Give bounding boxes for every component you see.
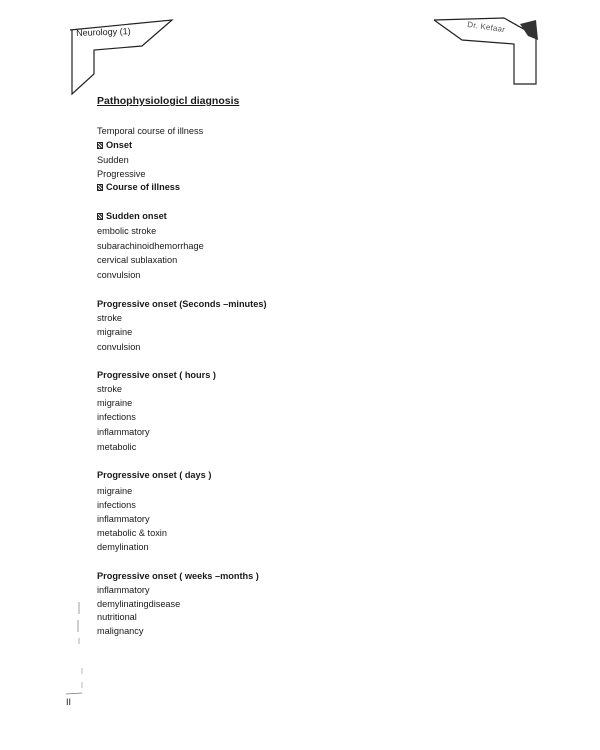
list-item: embolic stroke: [97, 226, 157, 236]
list-item: Progressive: [97, 169, 146, 179]
section-heading: Sudden onset: [97, 211, 167, 221]
section-heading: Progressive onset ( days ): [97, 470, 212, 480]
list-item: demylinatingdisease: [97, 599, 181, 609]
list-item: nutritional: [97, 612, 137, 622]
list-item: Sudden: [97, 155, 129, 165]
list-item: subarachinoidhemorrhage: [97, 241, 204, 251]
list-item: cervical sublaxation: [97, 255, 178, 265]
bullet-box-icon: [97, 213, 103, 220]
list-item: stroke: [97, 313, 123, 323]
list-item: migraine: [97, 327, 133, 337]
list-item: migraine: [97, 398, 133, 408]
list-item: metabolic: [97, 442, 137, 452]
list-item: convulsion: [97, 270, 141, 280]
section-heading: Progressive onset ( weeks –months ): [97, 571, 259, 581]
list-item: metabolic & toxin: [97, 528, 167, 538]
list-item: stroke: [97, 384, 123, 394]
header-left-label: Neurology (1): [76, 26, 131, 38]
list-item: malignancy: [97, 626, 144, 636]
list-item: inflammatory: [97, 427, 150, 437]
margin-scan-marks: [60, 598, 90, 718]
list-item: infections: [97, 412, 136, 422]
section-heading: Progressive onset ( hours ): [97, 370, 216, 380]
footer-mark: II: [66, 697, 72, 707]
list-item: demylination: [97, 542, 149, 552]
list-item: convulsion: [97, 342, 141, 352]
bullet-box-icon: [97, 184, 103, 191]
course-heading: Course of illness: [97, 182, 180, 192]
page-title: Pathophysiologicl diagnosis: [97, 95, 240, 107]
list-item: inflammatory: [97, 514, 150, 524]
bullet-box-icon: [97, 142, 103, 149]
section-heading: Progressive onset (Seconds –minutes): [97, 299, 267, 309]
onset-heading: Onset: [97, 140, 132, 150]
list-item: migraine: [97, 486, 133, 496]
list-item: inflammatory: [97, 585, 150, 595]
list-item: infections: [97, 500, 136, 510]
header-right-label: Dr. Kefaar: [466, 20, 506, 35]
intro-line: Temporal course of illness: [97, 126, 204, 136]
